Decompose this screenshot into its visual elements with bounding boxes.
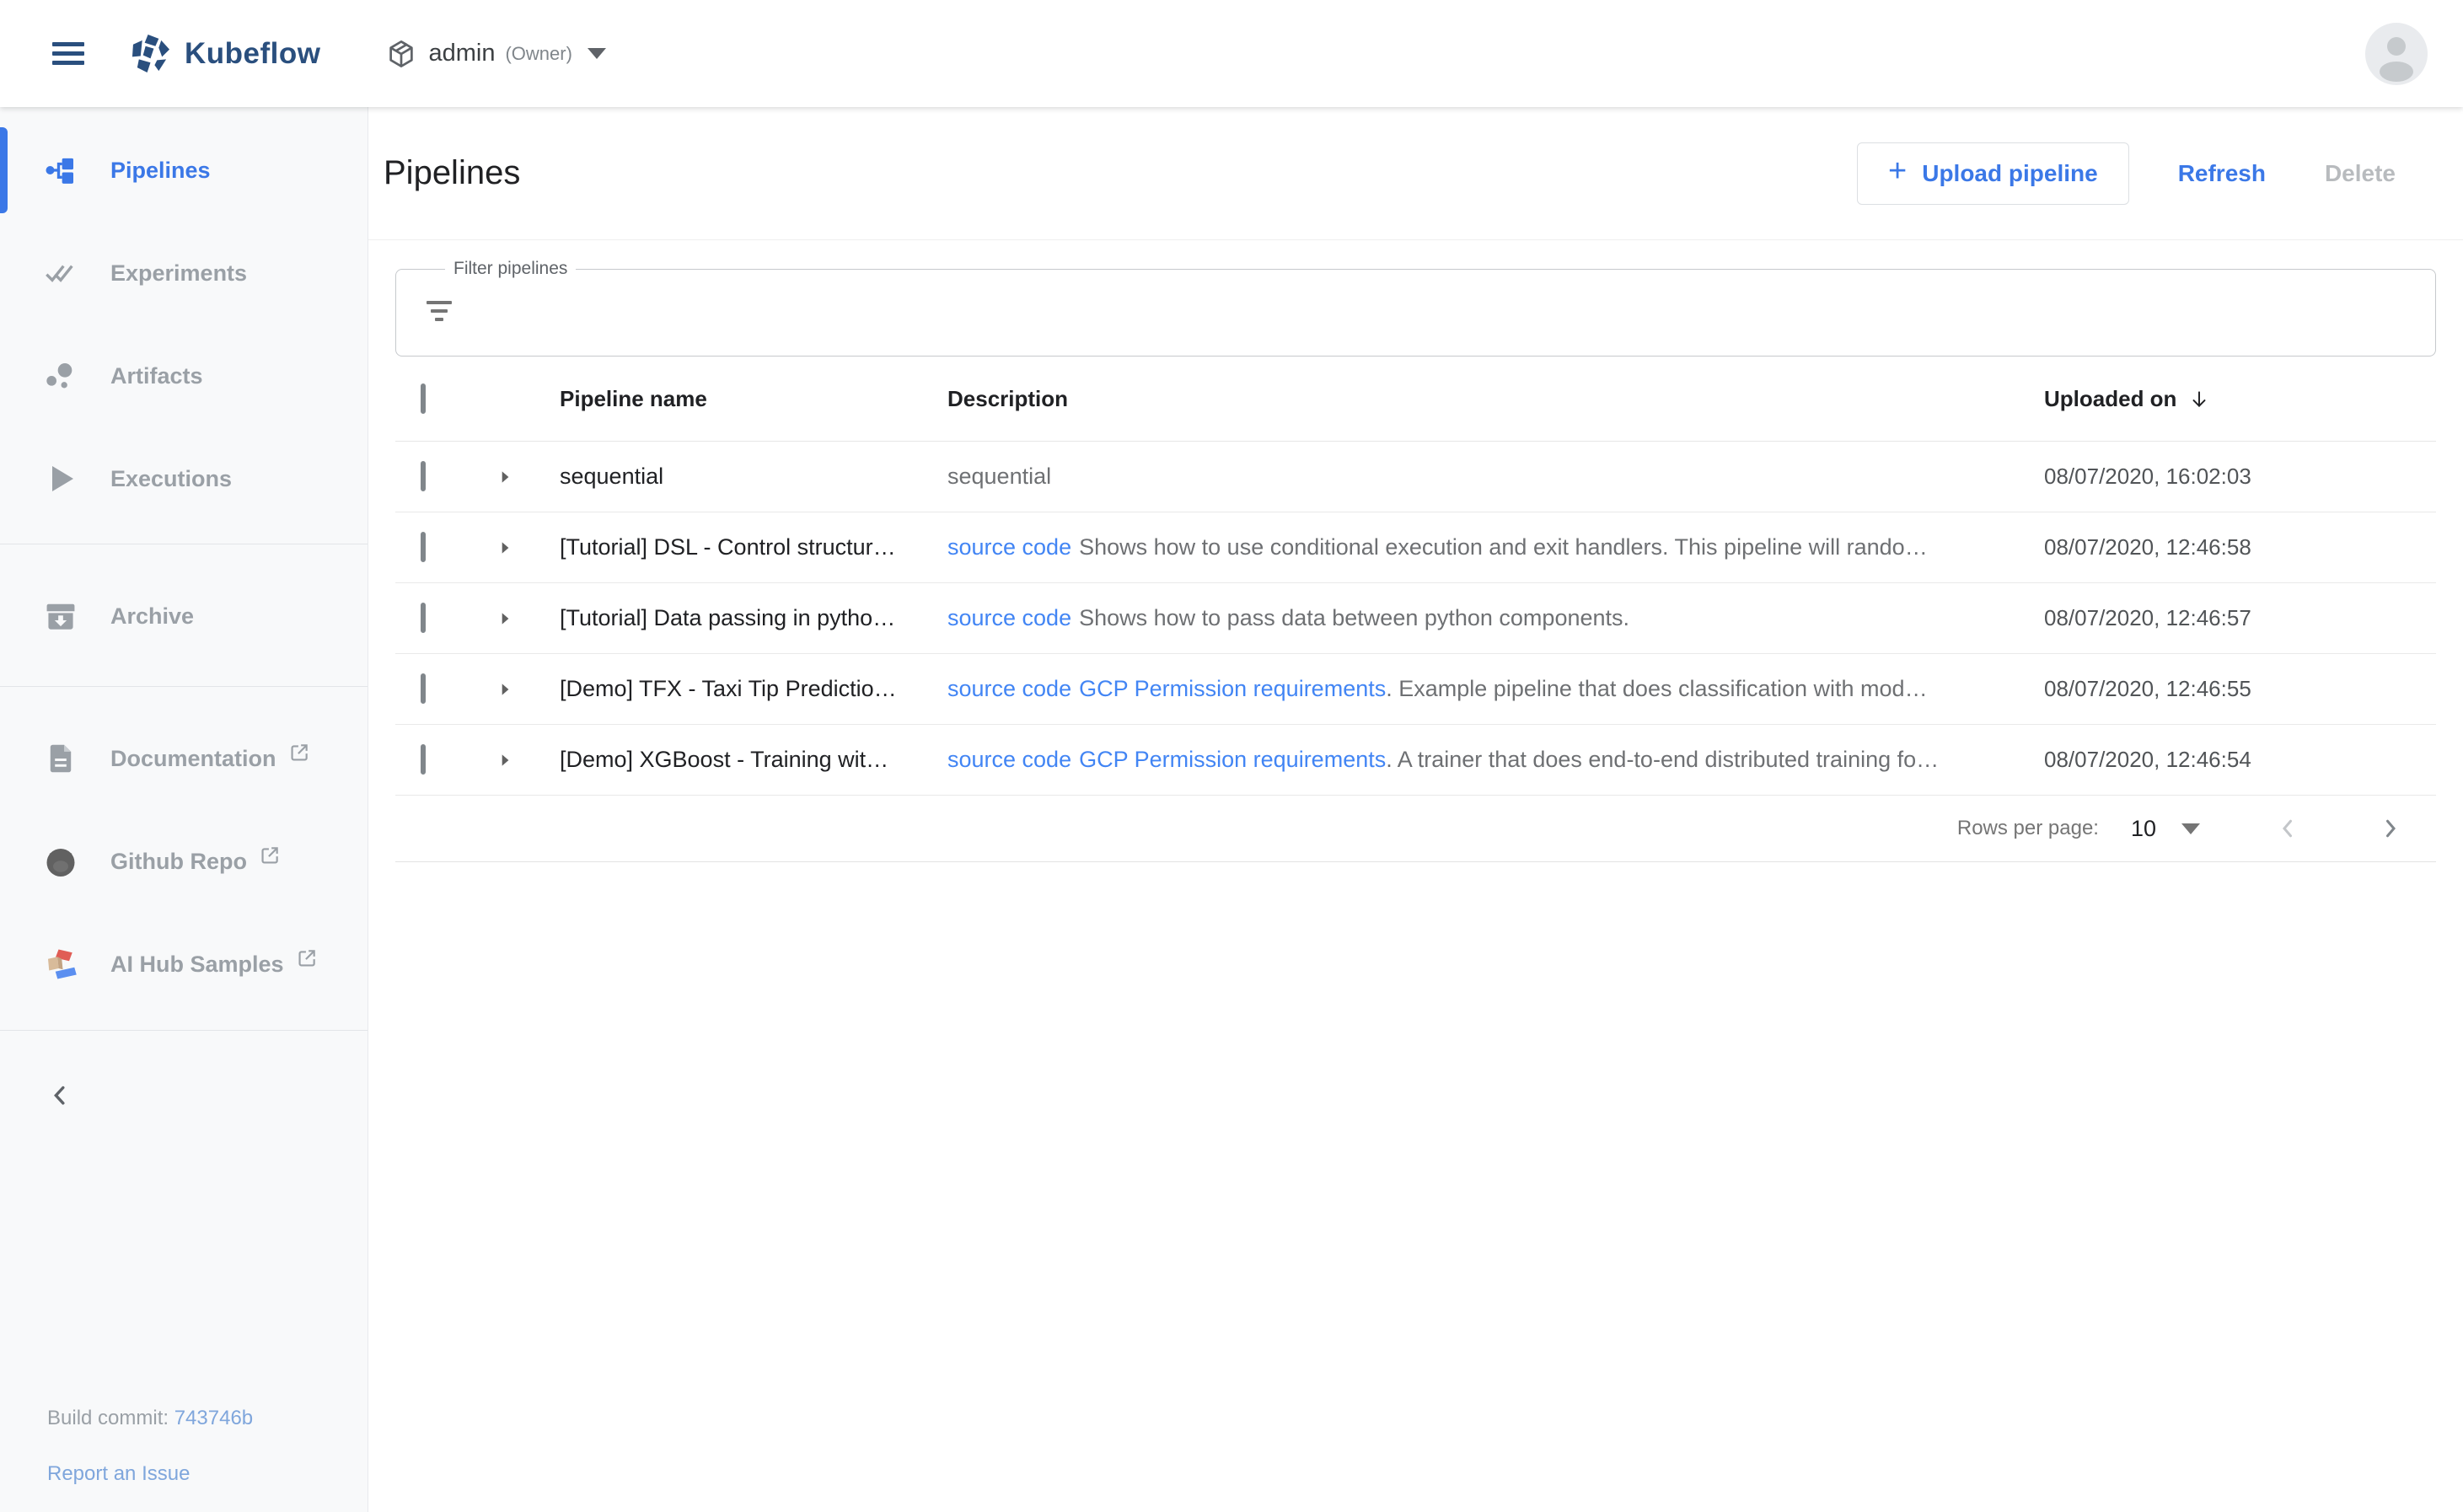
pipeline-name[interactable]: [Demo] XGBoost - Training wit…	[560, 747, 889, 772]
row-checkbox[interactable]	[421, 673, 426, 704]
gcp-permission-link[interactable]: GCP Permission requirements	[1079, 676, 1387, 701]
next-page-button[interactable]	[2377, 816, 2402, 841]
artifacts-icon	[42, 357, 79, 394]
row-checkbox[interactable]	[421, 744, 426, 775]
uploaded-date: 08/07/2020, 16:02:03	[2044, 464, 2251, 489]
sidebar-nav	[0, 107, 368, 1512]
sidebar-item-artifacts[interactable]	[0, 324, 368, 427]
pipeline-row[interactable]	[395, 725, 2436, 796]
pipeline-name[interactable]: [Tutorial] Data passing in pytho…	[560, 605, 896, 630]
pipelines-table	[395, 357, 2436, 862]
page-toolbar	[368, 107, 2463, 240]
source-code-link[interactable]: source code	[947, 605, 1072, 630]
upload-pipeline-label: Upload pipeline	[1922, 159, 2098, 186]
uploaded-date: 08/07/2020, 12:46:58	[2044, 534, 2251, 560]
external-link-icon	[259, 844, 281, 866]
upload-pipeline-button[interactable]	[1857, 142, 2129, 205]
report-issue-link[interactable]: Report an Issue	[47, 1462, 190, 1485]
column-header-pipeline-name[interactable]: Pipeline name	[560, 385, 707, 411]
hamburger-menu-icon[interactable]	[52, 42, 84, 65]
sidebar-item-ai-hub-samples[interactable]	[0, 913, 368, 1016]
namespace-role: (Owner)	[505, 42, 572, 64]
person-icon	[2365, 23, 2428, 85]
sidebar-divider	[0, 1030, 368, 1031]
sort-descending-icon	[2188, 389, 2210, 410]
sidebar-item-label: Artifacts	[110, 362, 203, 389]
main-content	[368, 107, 2463, 1512]
experiments-icon	[42, 255, 79, 292]
pipeline-description: source code GCP Permission requirements. A trainer that does end-to-end distributed training fo…	[947, 747, 1940, 772]
document-icon	[42, 740, 79, 777]
sidebar-item-experiments[interactable]	[0, 222, 368, 324]
uploaded-date: 08/07/2020, 12:46:54	[2044, 747, 2251, 772]
pipeline-row[interactable]	[395, 442, 2436, 512]
pipeline-description: sequential	[947, 464, 1052, 489]
sidebar-collapse-chevron-icon[interactable]	[44, 1078, 78, 1112]
sidebar-item-pipelines[interactable]	[0, 119, 368, 222]
filter-icon	[425, 301, 453, 321]
build-commit-link[interactable]: 743746b	[174, 1407, 254, 1429]
pipeline-description: source code Shows how to pass data between python components.	[947, 605, 1630, 630]
column-header-uploaded-on[interactable]: Uploaded on	[2044, 386, 2436, 412]
expand-row-icon[interactable]	[496, 751, 514, 769]
expand-row-icon[interactable]	[496, 468, 514, 486]
external-link-icon	[288, 742, 310, 764]
pipeline-name[interactable]: [Demo] TFX - Taxi Tip Predictio…	[560, 676, 897, 701]
brand-name: Kubeflow	[185, 36, 321, 70]
table-footer	[395, 796, 2436, 862]
pipeline-name[interactable]: sequential	[560, 464, 664, 489]
delete-button[interactable]: Delete	[2320, 159, 2401, 188]
filter-input[interactable]	[479, 287, 2415, 335]
pipeline-description: source code Shows how to use conditional execution and exit handlers. This pipeline will rando…	[947, 534, 1928, 560]
github-icon	[42, 843, 79, 880]
row-checkbox[interactable]	[421, 461, 426, 491]
filter-field	[395, 259, 2436, 357]
active-indicator	[0, 127, 8, 213]
sidebar-item-archive[interactable]	[0, 565, 368, 668]
sidebar-item-label: Pipelines	[110, 157, 211, 183]
row-checkbox[interactable]	[421, 532, 426, 562]
sidebar-divider	[0, 686, 368, 687]
plus-icon: +	[1888, 153, 1908, 189]
sidebar-item-documentation[interactable]	[0, 707, 368, 810]
row-checkbox[interactable]	[421, 603, 426, 633]
sidebar-item-label: AI Hub Samples	[110, 951, 284, 977]
select-all-checkbox[interactable]	[421, 383, 426, 414]
pipelines-icon	[42, 152, 79, 189]
user-avatar[interactable]	[2365, 23, 2428, 85]
sidebar-item-executions[interactable]	[0, 427, 368, 530]
filter-label: Filter pipelines	[453, 259, 568, 278]
pipeline-row[interactable]	[395, 583, 2436, 654]
sidebar-item-label: Experiments	[110, 260, 248, 286]
source-code-link[interactable]: source code	[947, 676, 1072, 701]
sidebar-item-github-repo[interactable]	[0, 810, 368, 913]
sidebar-item-label: Archive	[110, 603, 195, 629]
previous-page-button[interactable]	[2276, 816, 2301, 841]
page-title: Pipelines	[384, 154, 521, 191]
build-commit: Build commit: 743746b	[47, 1407, 254, 1429]
gcp-permission-link[interactable]: GCP Permission requirements	[1079, 747, 1387, 772]
source-code-link[interactable]: source code	[947, 747, 1072, 772]
namespace-selector[interactable]	[386, 39, 605, 69]
source-code-link[interactable]: source code	[947, 534, 1072, 560]
executions-icon	[42, 460, 79, 497]
external-link-icon	[296, 947, 318, 969]
rows-per-page-caret-icon[interactable]	[2181, 823, 2200, 834]
top-app-bar	[0, 0, 2463, 107]
pipeline-row[interactable]	[395, 512, 2436, 583]
pipeline-description: source code GCP Permission requirements. Example pipeline that does classification with mod…	[947, 676, 1928, 701]
uploaded-date: 08/07/2020, 12:46:57	[2044, 605, 2251, 630]
refresh-button[interactable]: Refresh	[2173, 159, 2271, 188]
namespace-name: admin	[428, 40, 496, 67]
column-header-description: Description	[947, 385, 1069, 411]
archive-icon	[42, 598, 79, 635]
kubeflow-logo-icon	[131, 34, 171, 73]
uploaded-date: 08/07/2020, 12:46:55	[2044, 676, 2251, 701]
namespace-cube-icon	[386, 39, 416, 69]
sidebar-item-label: Documentation	[110, 745, 276, 771]
ai-hub-icon	[42, 946, 79, 983]
pipeline-row[interactable]	[395, 654, 2436, 725]
rows-per-page-select[interactable]: 10	[2130, 815, 2156, 841]
expand-row-icon[interactable]	[496, 539, 514, 557]
table-header-row	[395, 357, 2436, 442]
rows-per-page-label: Rows per page:	[1956, 817, 2099, 839]
expand-row-icon[interactable]	[496, 680, 514, 699]
sidebar-item-label: Github Repo	[110, 848, 247, 874]
expand-row-icon[interactable]	[496, 609, 514, 628]
sidebar-item-label: Executions	[110, 465, 233, 491]
pipeline-name[interactable]: [Tutorial] DSL - Control structur…	[560, 534, 896, 560]
namespace-caret-icon	[588, 48, 606, 59]
